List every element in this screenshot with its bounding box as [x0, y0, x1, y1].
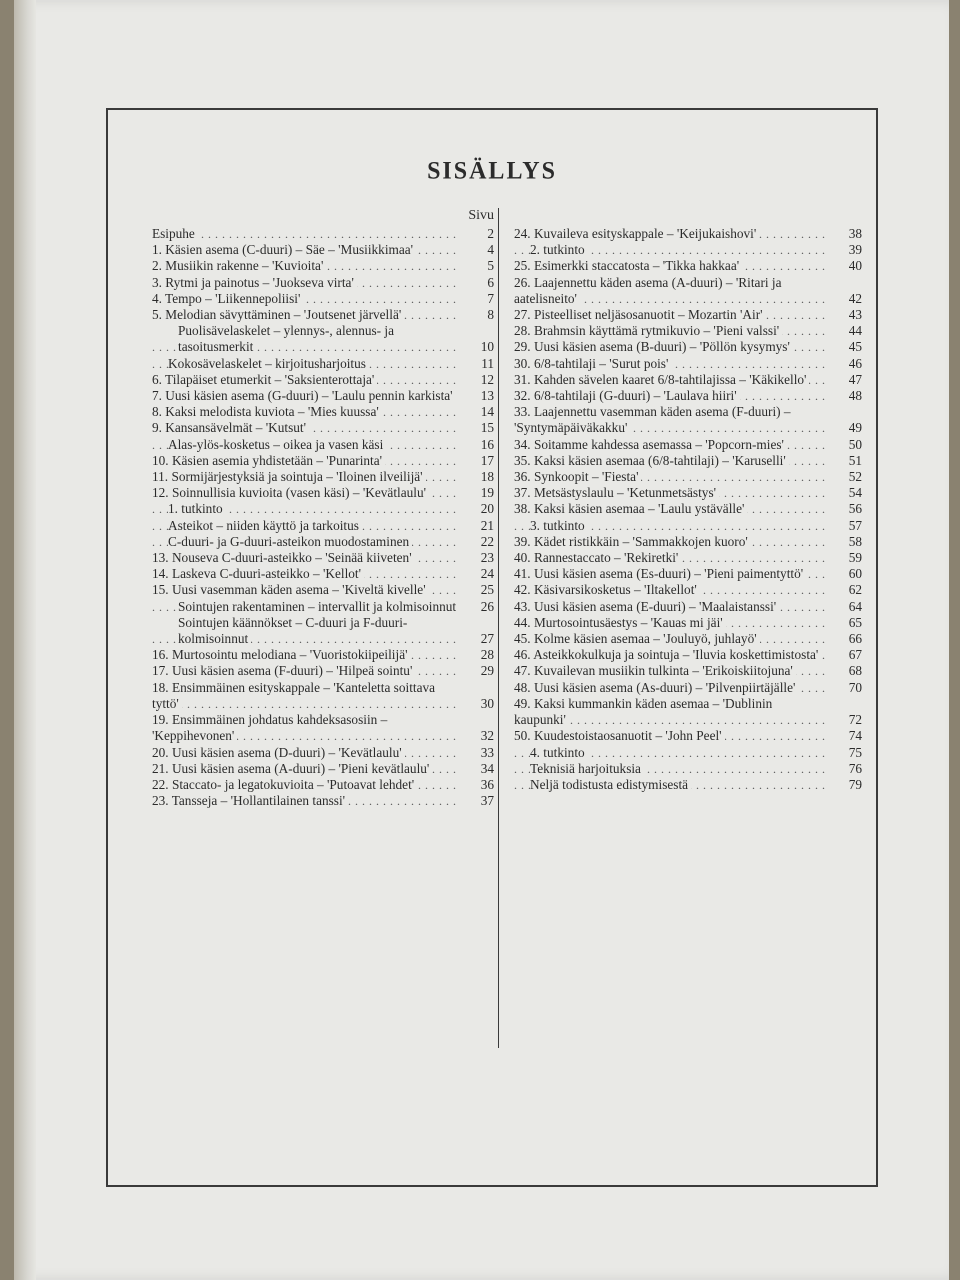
toc-entry-text: [514, 485, 828, 501]
book-page: [14, 0, 949, 1280]
toc-entry-page: 43: [848, 307, 862, 323]
toc-entry-page: 38: [848, 226, 862, 241]
toc-entry-title: C-duuri- ja G-duuri-asteikon muodostaminen: [168, 534, 412, 549]
toc-entry-title: 25. Esimerkki staccatosta – 'Tikka hakkaa': [514, 258, 742, 273]
toc-entry-page: 76: [848, 760, 862, 776]
toc-entry-text: [514, 761, 828, 777]
toc-entry: [514, 680, 862, 696]
page-number-header: Sivu: [468, 208, 494, 223]
toc-entry-text: [514, 615, 828, 631]
toc-entry-page: 16: [480, 436, 494, 452]
toc-entry-title: Alas-ylös-kosketus – oikea ja vasen käsi: [168, 437, 386, 452]
toc-entry: [514, 339, 862, 355]
toc-entry-text: [514, 437, 828, 453]
toc-entry: [152, 437, 494, 453]
toc-entry-text: [152, 712, 460, 744]
toc-entry: [152, 388, 494, 404]
contents-left-column: [152, 226, 494, 809]
toc-entry-text: [514, 404, 828, 436]
toc-entry: [152, 615, 494, 647]
toc-entry-page: 14: [480, 404, 494, 420]
toc-entry-page: 19: [480, 485, 494, 501]
toc-entry: [514, 226, 862, 242]
toc-entry-title: 45. Kolme käsien asemaa – 'Jouluyö, juhlayö': [514, 631, 760, 646]
toc-entry: [514, 356, 862, 372]
toc-entry-title: 46. Asteikkokulkuja ja sointuja – 'Iluvia koskettimistosta': [514, 647, 821, 662]
toc-entry-title: 1. tutkinto: [168, 501, 226, 516]
toc-entry-text: [514, 582, 828, 598]
toc-entry-page: 37: [480, 793, 494, 809]
toc-entry-text: [514, 469, 828, 485]
toc-entry-title: 39. Kädet ristikkäin – 'Sammakkojen kuoro': [514, 534, 751, 549]
toc-entry-title: Sointujen käännökset – C-duuri ja F-duuri-kolmisoinnut: [178, 614, 408, 647]
toc-entry: [152, 242, 494, 258]
toc-entry-text: [514, 356, 828, 372]
toc-entry-title: 24. Kuvaileva esityskappale – 'Keijukaishovi': [514, 226, 759, 241]
toc-entry: [152, 226, 494, 242]
toc-entry: [514, 469, 862, 485]
toc-entry-page: 79: [848, 776, 862, 792]
toc-entry: [152, 599, 494, 615]
toc-entry-text: [152, 663, 460, 679]
toc-entry-page: 11: [481, 355, 494, 371]
toc-entry: [152, 356, 494, 372]
toc-entry-page: 47: [848, 371, 862, 387]
book-spine: [14, 0, 36, 1280]
toc-entry-text: [152, 453, 460, 469]
toc-entry-text: [152, 291, 460, 307]
toc-entry: [514, 663, 862, 679]
toc-entry-title: 27. Pisteelliset neljäsosanuotit – Mozartin 'Air': [514, 307, 766, 322]
toc-entry-text: [152, 761, 460, 777]
toc-entry-title: 5. Melodian sävyttäminen – 'Joutsenet järvellä': [152, 307, 404, 322]
toc-entry-title: 15. Uusi vasemman käden asema – 'Kiveltä kivelle': [152, 582, 429, 597]
toc-entry: [514, 761, 862, 777]
toc-entry-title: 47. Kuvailevan musiikin tulkinta – 'Erikoiskiitojuna': [514, 663, 796, 678]
page-title: SISÄLLYS: [427, 157, 557, 185]
toc-entry-title: 23. Tansseja – 'Hollantilainen tanssi': [152, 793, 348, 808]
toc-entry-text: [152, 550, 460, 566]
toc-entry-title: 43. Uusi käsien asema (E-duuri) – 'Maalaistanssi': [514, 599, 779, 614]
toc-entry-title: 20. Uusi käsien asema (D-duuri) – 'Kevätlaulu': [152, 745, 405, 760]
toc-entry: [514, 388, 862, 404]
contents-frame: [106, 108, 878, 1187]
toc-entry: [152, 469, 494, 485]
toc-entry-page: 57: [848, 517, 862, 533]
toc-entry: [514, 745, 862, 761]
toc-entry: [152, 745, 494, 761]
toc-entry-page: 33: [480, 744, 494, 760]
toc-entry-title: 4. Tempo – 'Liikennepoliisi': [152, 291, 303, 306]
toc-entry-page: 65: [848, 614, 862, 630]
toc-entry-title: Sointujen rakentaminen – intervallit ja kolmisoinnut: [178, 599, 459, 614]
toc-entry-page: 67: [848, 647, 862, 663]
toc-entry: [514, 258, 862, 274]
toc-entry-title: 29. Uusi käsien asema (B-duuri) – 'Pöllön kysymys': [514, 339, 793, 354]
toc-entry-text: [152, 226, 460, 242]
toc-entry-title: 40. Rannestaccato – 'Rekiretki': [514, 550, 681, 565]
toc-entry-text: [514, 242, 828, 258]
toc-entry: [514, 777, 862, 793]
toc-entry-title: 28. Brahmsin käyttämä rytmikuvio – 'Pieni valssi': [514, 323, 782, 338]
toc-entry: [152, 534, 494, 550]
toc-entry-page: 7: [487, 290, 494, 306]
toc-entry: [152, 453, 494, 469]
toc-entry-title: 37. Metsästyslaulu – 'Ketunmetsästys': [514, 485, 719, 500]
toc-entry-title: 35. Kaksi käsien asemaa (6/8-tahtilaji) – 'Karuselli': [514, 453, 789, 468]
toc-entry-page: 23: [480, 550, 494, 566]
toc-entry-page: 44: [848, 323, 862, 339]
toc-entry-text: [514, 388, 828, 404]
toc-entry-title: Asteikot – niiden käyttö ja tarkoitus: [168, 518, 362, 533]
toc-entry-page: 51: [848, 452, 862, 468]
toc-entry-page: 12: [480, 371, 494, 387]
toc-entry-page: 49: [848, 420, 862, 436]
toc-entry: [514, 275, 862, 307]
toc-entry-page: 46: [848, 355, 862, 371]
toc-entry-page: 56: [848, 501, 862, 517]
toc-entry: [152, 501, 494, 517]
toc-entry-text: [514, 275, 828, 307]
toc-entry-title: 26. Laajennettu käden asema (A-duuri) – 'Ritari ja aatelisneito': [514, 274, 782, 306]
toc-entry-title: 38. Kaksi käsien asemaa – 'Laulu ystävälle': [514, 501, 747, 516]
toc-entry-title: Esipuhe: [152, 226, 198, 241]
toc-entry-page: 50: [848, 436, 862, 452]
toc-entry-page: 34: [480, 760, 494, 776]
toc-entry: [152, 550, 494, 566]
toc-entry-page: 36: [480, 776, 494, 792]
toc-entry-title: 32. 6/8-tahtilaji (G-duuri) – 'Laulava hiiri': [514, 388, 740, 403]
toc-entry-page: 27: [480, 631, 494, 647]
toc-entry-text: [514, 696, 828, 728]
toc-entry-text: [514, 453, 828, 469]
toc-entry-text: [514, 777, 828, 793]
toc-entry-text: [514, 680, 828, 696]
toc-entry-text: [514, 745, 828, 761]
toc-entry-title: 41. Uusi käsien asema (Es-duuri) – 'Pieni paimentyttö': [514, 566, 806, 581]
toc-entry-title: Neljä todistusta edistymisestä: [530, 777, 691, 792]
toc-entry-page: 25: [480, 582, 494, 598]
toc-entry: [152, 712, 494, 744]
toc-entry: [152, 582, 494, 598]
toc-entry: [152, 323, 494, 355]
toc-entry-page: 42: [848, 290, 862, 306]
toc-entry-text: [152, 388, 460, 404]
toc-entry-page: 48: [848, 388, 862, 404]
toc-entry-page: 45: [848, 339, 862, 355]
toc-entry-text: [152, 501, 460, 517]
toc-entry-title: 10. Käsien asemia yhdistetään – 'Punarinta': [152, 453, 385, 468]
toc-entry-page: 66: [848, 631, 862, 647]
toc-entry: [514, 696, 862, 728]
toc-entry-title: 9. Kansansävelmät – 'Kutsut': [152, 420, 309, 435]
toc-entry: [152, 404, 494, 420]
toc-entry: [514, 599, 862, 615]
toc-entry: [514, 307, 862, 323]
toc-entry: [152, 485, 494, 501]
toc-entry-page: 15: [480, 420, 494, 436]
toc-entry-page: 32: [480, 728, 494, 744]
toc-entry-page: 2: [487, 226, 494, 241]
toc-entry-text: [514, 663, 828, 679]
toc-entry-page: 4: [487, 242, 494, 258]
contents-right-column: [514, 226, 862, 793]
toc-entry-title: 1. Käsien asema (C-duuri) – Säe – 'Musiikkimaa': [152, 242, 416, 257]
toc-entry-page: 70: [848, 679, 862, 695]
toc-entry-page: 10: [480, 339, 494, 355]
toc-entry: [514, 323, 862, 339]
toc-entry-title: 4. tutkinto: [530, 745, 588, 760]
toc-entry: [514, 534, 862, 550]
toc-entry-title: 21. Uusi käsien asema (A-duuri) – 'Pieni kevätlaulu': [152, 761, 432, 776]
toc-entry-page: 18: [480, 469, 494, 485]
toc-entry-text: [152, 404, 460, 420]
toc-entry-text: [152, 437, 460, 453]
toc-entry-title: 8. Kaksi melodista kuviota – 'Mies kuussa': [152, 404, 382, 419]
toc-entry-page: 17: [480, 452, 494, 468]
toc-entry-text: [514, 258, 828, 274]
toc-entry-title: 7. Uusi käsien asema (G-duuri) – 'Laulu pennin karkista': [152, 388, 456, 403]
toc-entry: [514, 372, 862, 388]
toc-entry-text: [514, 728, 828, 744]
toc-entry: [514, 404, 862, 436]
toc-entry-title: 14. Laskeva C-duuri-asteikko – 'Kellot': [152, 566, 364, 581]
toc-entry-page: 22: [480, 533, 494, 549]
toc-entry-page: 74: [848, 728, 862, 744]
toc-entry-page: 59: [848, 550, 862, 566]
toc-entry-text: [152, 680, 460, 712]
toc-entry-title: 2. Musiikin rakenne – 'Kuvioita': [152, 258, 326, 273]
toc-entry-text: [514, 631, 828, 647]
toc-entry-text: [514, 647, 828, 663]
toc-entry: [152, 761, 494, 777]
toc-entry-text: [514, 599, 828, 615]
toc-entry-page: 40: [848, 258, 862, 274]
toc-entry-title: 17. Uusi käsien asema (F-duuri) – 'Hilpeä sointu': [152, 663, 415, 678]
toc-entry-page: 28: [480, 647, 494, 663]
toc-entry-text: [152, 356, 460, 372]
toc-entry-text: [514, 323, 828, 339]
toc-entry-text: [152, 745, 460, 761]
toc-entry-page: 13: [480, 388, 494, 404]
toc-entry: [514, 566, 862, 582]
toc-entry-text: [514, 534, 828, 550]
toc-entry-page: 29: [480, 663, 494, 679]
toc-entry-page: 30: [480, 695, 494, 711]
toc-entry-text: [152, 534, 460, 550]
toc-entry: [514, 550, 862, 566]
toc-entry-title: 49. Kaksi kummankin käden asemaa – 'Dublinin kaupunki': [514, 695, 773, 728]
toc-entry-text: [514, 550, 828, 566]
toc-entry-text: [152, 242, 460, 258]
toc-entry-title: 2. tutkinto: [530, 242, 588, 257]
toc-entry-text: [152, 518, 460, 534]
toc-entry-title: 44. Murtosointusäestys – 'Kauas mi jäi': [514, 615, 726, 630]
toc-entry-title: 12. Soinnullisia kuvioita (vasen käsi) – 'Kevätlaulu': [152, 485, 429, 500]
toc-entry-text: [152, 582, 460, 598]
toc-entry-text: [514, 566, 828, 582]
toc-entry-title: 3. Rytmi ja painotus – 'Juokseva virta': [152, 275, 357, 290]
toc-entry-text: [152, 307, 460, 323]
toc-entry-page: 24: [480, 566, 494, 582]
toc-entry: [514, 453, 862, 469]
toc-entry: [514, 485, 862, 501]
toc-entry-text: [152, 420, 460, 436]
toc-entry: [152, 307, 494, 323]
toc-entry-page: 5: [487, 258, 494, 274]
toc-entry-text: [514, 339, 828, 355]
toc-entry-text: [152, 647, 460, 663]
toc-entry: [152, 680, 494, 712]
toc-entry: [152, 663, 494, 679]
toc-entry-text: [514, 501, 828, 517]
toc-entry-text: [152, 469, 460, 485]
toc-entry-title: 33. Laajennettu vasemman käden asema (F-duuri) – 'Syntymäpäiväkakku': [514, 404, 791, 436]
toc-entry: [514, 582, 862, 598]
toc-entry: [152, 291, 494, 307]
toc-entry-page: 26: [480, 598, 494, 614]
toc-entry-text: [152, 275, 460, 291]
toc-entry-title: 22. Staccato- ja legatokuvioita – 'Putoavat lehdet': [152, 777, 417, 792]
toc-entry-page: 54: [848, 485, 862, 501]
toc-entry-page: 52: [848, 469, 862, 485]
toc-entry-page: 68: [848, 663, 862, 679]
toc-entry: [514, 518, 862, 534]
toc-entry: [514, 631, 862, 647]
toc-entry: [514, 437, 862, 453]
toc-entry-page: 60: [848, 566, 862, 582]
toc-entry-title: 48. Uusi käsien asema (As-duuri) – 'Pilvenpiirtäjälle': [514, 680, 798, 695]
toc-entry-text: [152, 372, 460, 388]
toc-entry: [514, 501, 862, 517]
toc-entry: [152, 275, 494, 291]
toc-entry-title: 50. Kuudestoistaosanuotit – 'John Peel': [514, 728, 725, 743]
toc-entry-text: [514, 372, 828, 388]
toc-entry-title: 6. Tilapäiset etumerkit – 'Saksienterottaja': [152, 372, 377, 387]
toc-entry: [152, 566, 494, 582]
toc-entry-text: [152, 615, 460, 647]
toc-entry-text: [152, 599, 460, 615]
toc-entry: [152, 372, 494, 388]
toc-entry-text: [514, 307, 828, 323]
toc-entry: [152, 258, 494, 274]
toc-entry-page: 20: [480, 501, 494, 517]
toc-entry: [152, 420, 494, 436]
toc-entry-page: 21: [480, 517, 494, 533]
toc-entry-text: [514, 226, 828, 242]
toc-entry-page: 75: [848, 744, 862, 760]
toc-entry: [514, 728, 862, 744]
toc-entry-page: 58: [848, 533, 862, 549]
toc-entry-text: [152, 566, 460, 582]
toc-entry-title: 30. 6/8-tahtilaji – 'Surut pois': [514, 356, 671, 371]
toc-entry-title: 42. Käsivarsikosketus – 'Iltakellot': [514, 582, 700, 597]
toc-entry: [514, 242, 862, 258]
toc-entry: [152, 518, 494, 534]
toc-entry: [152, 647, 494, 663]
toc-entry-page: 64: [848, 598, 862, 614]
toc-entry-text: [152, 323, 460, 355]
toc-entry-page: 6: [487, 274, 494, 290]
toc-entry-title: 34. Soitamme kahdessa asemassa – 'Popcorn-mies': [514, 437, 787, 452]
toc-entry-title: 3. tutkinto: [530, 518, 588, 533]
toc-entry-text: [152, 258, 460, 274]
toc-entry-page: 62: [848, 582, 862, 598]
toc-entry-text: [152, 793, 460, 809]
toc-entry-title: 16. Murtosointu melodiana – 'Vuoristokiipeilijä': [152, 647, 411, 662]
toc-entry-title: 11. Sormijärjestyksiä ja sointuja – 'Iloinen ilveilijä': [152, 469, 426, 484]
toc-entry-title: 13. Nouseva C-duuri-asteikko – 'Seinää kiiveten': [152, 550, 415, 565]
toc-entry-title: Kokosävelaskelet – kirjoitusharjoitus: [168, 356, 369, 371]
toc-entry: [152, 777, 494, 793]
toc-entry-text: [152, 485, 460, 501]
toc-entry-title: Teknisiä harjoituksia: [530, 761, 644, 776]
toc-entry: [514, 615, 862, 631]
toc-entry: [514, 647, 862, 663]
toc-entry: [152, 793, 494, 809]
toc-entry-text: [514, 518, 828, 534]
toc-entry-page: 39: [848, 242, 862, 258]
column-divider: [498, 208, 499, 1048]
toc-entry-title: 36. Synkoopit – 'Fiesta': [514, 469, 641, 484]
toc-entry-title: 18. Ensimmäinen esityskappale – 'Kanteletta soittava tyttö': [152, 679, 436, 711]
toc-entry-page: 8: [487, 307, 494, 323]
toc-entry-title: Puolisävelaskelet – ylennys-, alennus- ja tasoitusmerkit: [178, 323, 395, 355]
toc-entry-title: 19. Ensimmäinen johdatus kahdeksasosiin – 'Keppihevonen': [152, 712, 388, 744]
toc-entry-title: 31. Kahden sävelen kaaret 6/8-tahtilajissa – 'Käkikello': [514, 372, 809, 387]
toc-entry-page: 72: [848, 712, 862, 728]
toc-entry-text: [152, 777, 460, 793]
